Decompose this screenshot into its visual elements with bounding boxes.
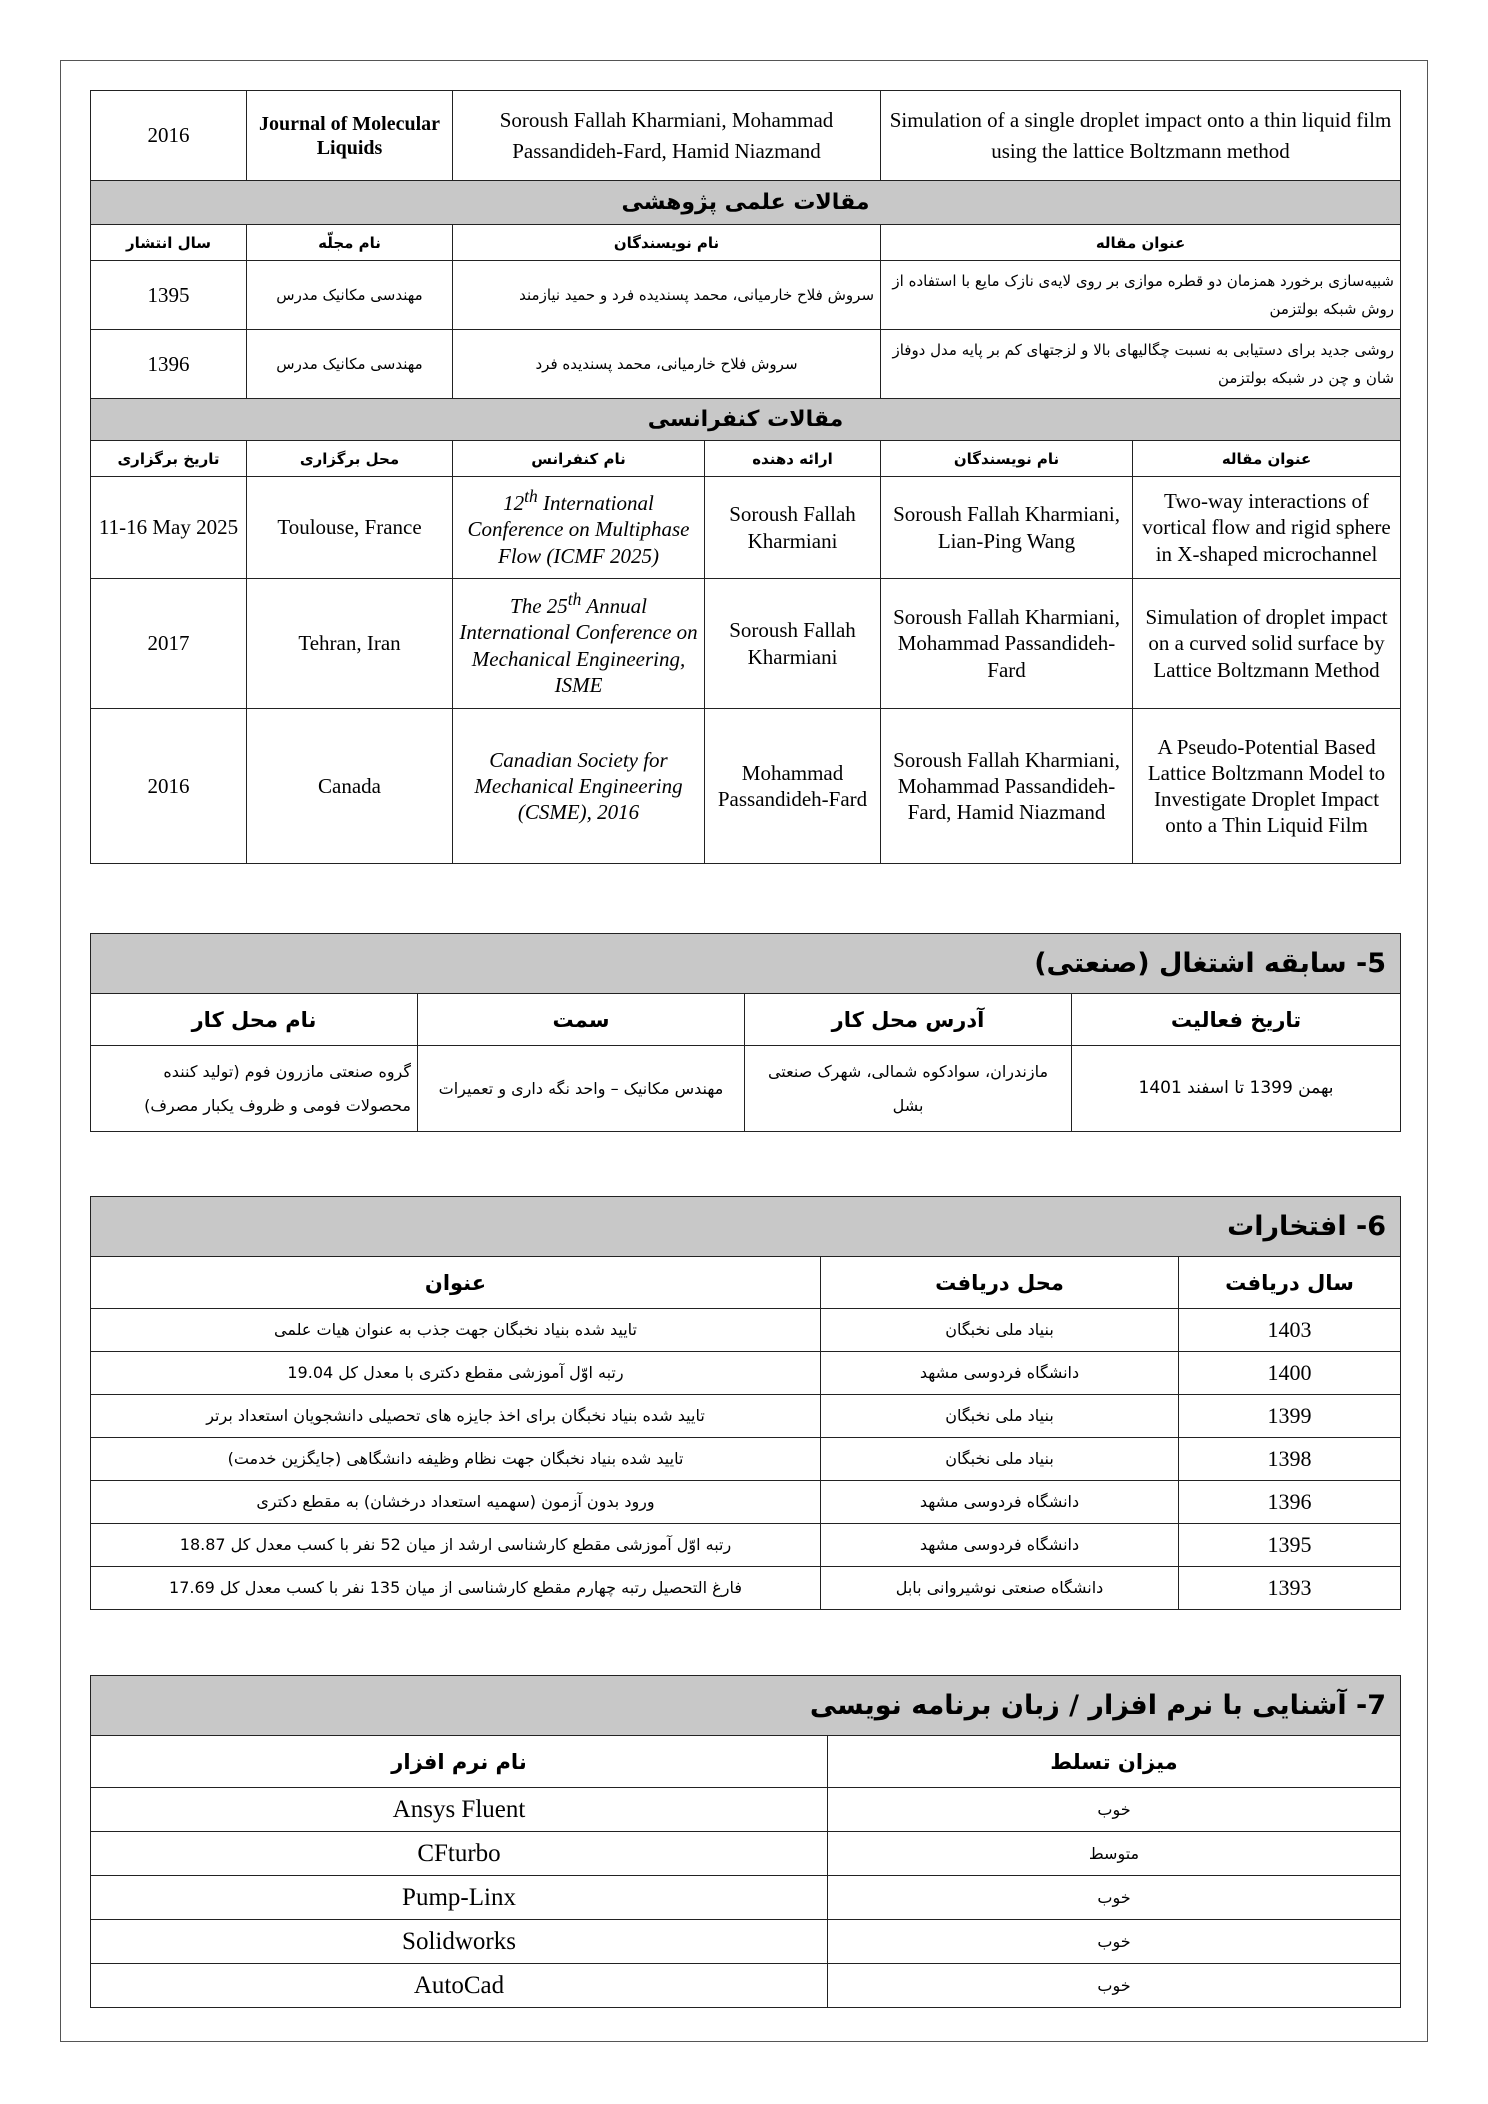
header-software-name: نام نرم افزار xyxy=(91,1736,828,1788)
header-proficiency: میزان تسلط xyxy=(828,1736,1401,1788)
research-article-row xyxy=(91,330,1401,399)
conference-name-prefix: The 25 xyxy=(510,594,568,618)
conference-date: 11-16 May 2025 xyxy=(91,477,247,579)
conference-name-text: Annual International Conference on Mechanical Engineering, ISME xyxy=(459,594,698,697)
honor-year: 1393 xyxy=(1179,1567,1401,1610)
conference-article-row xyxy=(91,709,1401,864)
header-date: تاریخ برگزاری xyxy=(91,441,247,477)
article-year: 2016 xyxy=(91,91,247,181)
honor-row xyxy=(91,1395,1401,1438)
header-authors: نام نویسندگان xyxy=(881,441,1133,477)
article-title: Simulation of a single droplet impact onto a thin liquid film using the lattice Boltzmann method xyxy=(881,91,1401,181)
article-title: روشی جدید برای دستیابی به نسبت چگالیهای بالا و لزجتهای کم بر پایه مدل دوفاز شان و چن در شبکه بولتزمن xyxy=(881,330,1401,399)
header-year: سال دریافت xyxy=(1179,1257,1401,1309)
honor-year: 1399 xyxy=(1179,1395,1401,1438)
conference-articles-band-row xyxy=(91,399,1401,441)
conference-title: Simulation of droplet impact on a curved solid surface by Lattice Boltzmann Method xyxy=(1133,579,1401,709)
header-year: سال انتشار xyxy=(91,225,247,261)
honor-row xyxy=(91,1524,1401,1567)
employment-position: مهندس مکانیک – واحد نگه داری و تعمیرات xyxy=(418,1046,745,1132)
article-authors: سروش فلاح خارمیانی، محمد پسندیده فرد xyxy=(453,330,881,399)
software-level: خوب xyxy=(828,1920,1401,1964)
conference-name xyxy=(453,477,705,579)
conference-articles-heading: مقالات کنفرانسی xyxy=(91,399,1401,441)
software-name: Ansys Fluent xyxy=(91,1788,828,1832)
conference-articles-header-row xyxy=(91,441,1401,477)
conference-location: Tehran, Iran xyxy=(247,579,453,709)
honor-year: 1398 xyxy=(1179,1438,1401,1481)
honor-year: 1400 xyxy=(1179,1352,1401,1395)
honor-title: ورود بدون آزمون (سهمیه استعداد درخشان) به مقطع دکتری xyxy=(91,1481,821,1524)
employment-table xyxy=(90,933,1401,1132)
research-article-row xyxy=(91,261,1401,330)
employment-workplace: گروه صنعتی مازرون فوم (تولید کننده محصولات فومی و ظروف یکبار مصرف) xyxy=(91,1046,418,1132)
software-row xyxy=(91,1920,1401,1964)
honor-place: بنیاد ملی نخبگان xyxy=(821,1309,1179,1352)
conference-location: Toulouse, France xyxy=(247,477,453,579)
software-table xyxy=(90,1675,1401,2008)
honor-place: دانشگاه فردوسی مشهد xyxy=(821,1352,1179,1395)
conference-title: Two-way interactions of vortical flow and rigid sphere in X-shaped microchannel xyxy=(1133,477,1401,579)
article-year: 1395 xyxy=(91,261,247,330)
honor-title: رتبه اوّل آموزشی مقطع دکتری با معدل کل 19.04 xyxy=(91,1352,821,1395)
honor-row xyxy=(91,1309,1401,1352)
header-address: آدرس محل کار xyxy=(745,994,1072,1046)
software-row xyxy=(91,1832,1401,1876)
software-level: خوب xyxy=(828,1788,1401,1832)
honor-place: دانشگاه صنعتی نوشیروانی بابل xyxy=(821,1567,1179,1610)
header-title: عنوان xyxy=(91,1257,821,1309)
conference-name-superscript: th xyxy=(524,486,538,507)
header-position: سمت xyxy=(418,994,745,1046)
article-journal: مهندسی مکانیک مدرس xyxy=(247,261,453,330)
conference-authors: Soroush Fallah Kharmiani, Mohammad Passandideh-Fard, Hamid Niazmand xyxy=(881,709,1133,864)
article-journal: Journal of Molecular Liquids xyxy=(247,91,453,181)
journal-article-row xyxy=(91,91,1401,181)
header-journal: نام مجلّه xyxy=(247,225,453,261)
conference-presenter: Soroush Fallah Kharmiani xyxy=(705,579,881,709)
conference-name xyxy=(453,709,705,864)
honor-title: تایید شده بنیاد نخبگان جهت نظام وظیفه دانشگاهی (جایگزین خدمت) xyxy=(91,1438,821,1481)
conference-presenter: Soroush Fallah Kharmiani xyxy=(705,477,881,579)
header-location: محل برگزاری xyxy=(247,441,453,477)
article-authors: Soroush Fallah Kharmiani, Mohammad Passandideh-Fard, Hamid Niazmand xyxy=(453,91,881,181)
conference-authors: Soroush Fallah Kharmiani, Mohammad Passandideh-Fard xyxy=(881,579,1133,709)
article-year: 1396 xyxy=(91,330,247,399)
honor-title: تایید شده بنیاد نخبگان جهت جذب به عنوان هیات علمی xyxy=(91,1309,821,1352)
conference-name-text: Canadian Society for Mechanical Engineering (CSME), 2016 xyxy=(474,747,683,825)
conference-name-prefix: 12 xyxy=(503,491,525,516)
software-name: CFturbo xyxy=(91,1832,828,1876)
software-level: خوب xyxy=(828,1876,1401,1920)
software-row xyxy=(91,1964,1401,2008)
honors-section-title: 6- افتخارات xyxy=(91,1197,1401,1257)
employment-header-row xyxy=(91,994,1401,1046)
honor-place: دانشگاه فردوسی مشهد xyxy=(821,1481,1179,1524)
article-journal: مهندسی مکانیک مدرس xyxy=(247,330,453,399)
honor-title: رتبه اوّل آموزشی مقطع کارشناسی ارشد از میان 52 نفر با کسب معدل کل 18.87 xyxy=(91,1524,821,1567)
article-title: شبیه‌سازی برخورد همزمان دو قطره موازی بر روی لایه‌ی نازک مایع با استفاده از روش شبکه بولتزمن xyxy=(881,261,1401,330)
conference-name-text: International Conference on Multiphase Flow (ICMF 2025) xyxy=(467,491,690,568)
conference-article-row xyxy=(91,579,1401,709)
conference-location: Canada xyxy=(247,709,453,864)
software-header-row xyxy=(91,1736,1401,1788)
conference-name xyxy=(453,579,705,709)
honors-table xyxy=(90,1196,1401,1610)
honor-place: بنیاد ملی نخبگان xyxy=(821,1395,1179,1438)
header-presenter: ارائه دهنده xyxy=(705,441,881,477)
software-name: AutoCad xyxy=(91,1964,828,2008)
header-title: عنوان مقاله xyxy=(881,225,1401,261)
honor-title: تایید شده بنیاد نخبگان برای اخذ جایزه های تحصیلی دانشجویان استعداد برتر xyxy=(91,1395,821,1438)
honor-place: بنیاد ملی نخبگان xyxy=(821,1438,1179,1481)
publications-table xyxy=(90,90,1401,864)
employment-date: بهمن 1399 تا اسفند 1401 xyxy=(1072,1046,1401,1132)
software-name: Solidworks xyxy=(91,1920,828,1964)
honor-row xyxy=(91,1481,1401,1524)
research-articles-heading: مقالات علمی پژوهشی xyxy=(91,181,1401,225)
conference-date: 2016 xyxy=(91,709,247,864)
header-workplace: نام محل کار xyxy=(91,994,418,1046)
conference-presenter: Mohammad Passandideh-Fard xyxy=(705,709,881,864)
software-section-title: 7- آشنایی با نرم افزار / زبان برنامه نویسی xyxy=(91,1676,1401,1736)
honor-place: دانشگاه فردوسی مشهد xyxy=(821,1524,1179,1567)
header-title: عنوان مقاله xyxy=(1133,441,1401,477)
honor-title: فارغ التحصیل رتبه چهارم مقطع کارشناسی از میان 135 نفر با کسب معدل کل 17.69 xyxy=(91,1567,821,1610)
software-level: متوسط xyxy=(828,1832,1401,1876)
employment-row xyxy=(91,1046,1401,1132)
software-level: خوب xyxy=(828,1964,1401,2008)
header-authors: نام نویسندگان xyxy=(453,225,881,261)
header-place: محل دریافت xyxy=(821,1257,1179,1309)
software-row xyxy=(91,1876,1401,1920)
conference-title: A Pseudo-Potential Based Lattice Boltzmann Model to Investigate Droplet Impact onto a Thin Liquid Film xyxy=(1133,709,1401,864)
research-articles-header-row xyxy=(91,225,1401,261)
honor-year: 1403 xyxy=(1179,1309,1401,1352)
honor-year: 1396 xyxy=(1179,1481,1401,1524)
research-articles-band-row xyxy=(91,181,1401,225)
conference-authors: Soroush Fallah Kharmiani, Lian-Ping Wang xyxy=(881,477,1133,579)
article-authors: سروش فلاح خارمیانی، محمد پسندیده فرد و حمید نیازمند xyxy=(453,261,881,330)
software-row xyxy=(91,1788,1401,1832)
conference-name-superscript: th xyxy=(567,589,582,609)
honor-row xyxy=(91,1567,1401,1610)
honor-row xyxy=(91,1438,1401,1481)
header-conference: نام کنفرانس xyxy=(453,441,705,477)
honors-header-row xyxy=(91,1257,1401,1309)
conference-article-row xyxy=(91,477,1401,579)
conference-date: 2017 xyxy=(91,579,247,709)
employment-section-title: 5- سابقه اشتغال (صنعتی) xyxy=(91,934,1401,994)
honor-year: 1395 xyxy=(1179,1524,1401,1567)
header-date: تاریخ فعالیت xyxy=(1072,994,1401,1046)
employment-address: مازندران، سوادکوه شمالی، شهرک صنعتی بشل xyxy=(745,1046,1072,1132)
honor-row xyxy=(91,1352,1401,1395)
software-name: Pump-Linx xyxy=(91,1876,828,1920)
